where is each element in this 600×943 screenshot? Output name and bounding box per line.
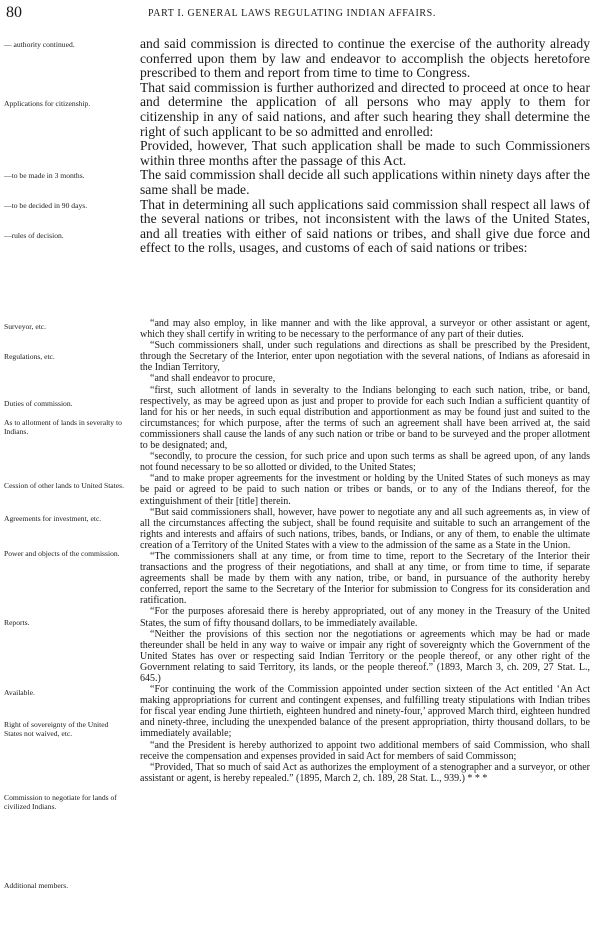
side-note: Surveyor, etc. xyxy=(4,322,47,331)
paragraph: “For continuing the work of the Commission appointed under section sixteen of the Act entitled ‘An Act making appropriations for current and contingent expenses, and fulfilling treaty stipulations with Indian tribes for fiscal year ending June thirtieth, eighteen hundred and ninety-four,’ approved March third, eighteen hundred and ninety-three, including the unexpended balance of the present appropriation, thirty thousand dollars, to be immediately available; xyxy=(140,684,590,740)
paragraph: “and shall endeavor to procure, xyxy=(150,373,276,385)
paragraph: That in determining all such applications said commission shall respect all laws of the several nations or tribes, not inconsistent with the laws of the United States, and all treaties with either of said nations or tribes, and shall give due force and effect to the rolls, usages, and customs of each of said nations or tribes: xyxy=(140,196,590,256)
paragraph: “first, such allotment of lands in severalty to the Indians belonging to each such nation, tribe, or band, respectively, as may be agreed upon as just and proper to provide for each such Indian a sufficient quantity of land for his or her needs, in such equal distribution and apportionment as may be found just and suited to the circumstances; for which purpose, after the terms of such an agreement shall have been arrived at, the said commissioners shall cause the lands of any such nation or tribe or band to be surveyed and the proper allotment to be designated; and, xyxy=(140,384,590,452)
large-type-section xyxy=(140,37,590,256)
paragraph: Provided, however, That such application shall be made to such Commissioners within three months after the passage of this Act. xyxy=(140,138,590,168)
paragraph: “Such commissioners shall, under such regulations and directions as shall be prescribed by the President, through the Secretary of the Interior, enter upon negotiation with the several nations, of Indians as aforesaid in the Indian Territory, xyxy=(140,340,590,374)
side-note: Additional members. xyxy=(4,881,69,890)
side-note: Power and objects of the commission. xyxy=(4,549,120,558)
side-note: Right of sovereignty of the United States not waived, etc. xyxy=(4,720,109,738)
running-head: PART I. GENERAL LAWS REGULATING INDIAN AFFAIRS. xyxy=(148,8,436,19)
paragraph: and said commission is directed to continue the exercise of the authority already conferred upon them by law and endeavor to accomplish the objects heretofore prescribed to them and report from time to time to Congress. xyxy=(140,36,590,81)
paragraph: “Neither the provisions of this section nor the negotiations or agreements which may be had or made thereunder shall be held in any way to waive or impair any right of sovereignty which the Government of the United States has over or respecting said Indian Territory or the people thereof, or any other right of the Government relating to said Territory, its lands, or the people thereof.” (1893, March 3, ch. 209, 27 Stat. L., 645.) xyxy=(140,628,590,684)
page-number: 80 xyxy=(6,4,22,21)
paragraph: “secondly, to procure the cession, for such price and upon such terms as shall be agreed upon, of any lands not found necessary to be so allotted or divided, to the United States; xyxy=(140,451,590,474)
side-note: —to be made in 3 months. xyxy=(4,171,85,180)
paragraph: The said commission shall decide all such applications within ninety days after the same shall be made. xyxy=(140,167,590,197)
side-note: — authority continued. xyxy=(4,40,75,49)
small-type-section xyxy=(140,318,590,784)
side-note: Cession of other lands to United States. xyxy=(4,481,125,490)
side-note: Commission to negotiate for lands of civilized Indians. xyxy=(4,793,117,811)
side-note: Regulations, etc. xyxy=(4,352,55,361)
side-note: Agreements for investment, etc. xyxy=(4,514,102,523)
paragraph: That said commission is further authorized and directed to proceed at once to hear and determine the application of all persons who may apply to them for citizenship in any of said nations, and after such hearing they shall determine the right of such applicant to be so admitted and enrolled: xyxy=(140,79,590,139)
paragraph: “But said commissioners shall, however, have power to negotiate any and all such agreements as, in view of all the circumstances affecting the subject, shall be found requisite and suitable to such an arrangement of the rights and interests and affairs of such nations, tribes, bands, or Indians, or any of them, to enable the ultimate creation of a Territory of the United States with a view to the admission of the same as a State in the Union. xyxy=(140,506,590,551)
paragraph: “Provided, That so much of said Act as authorizes the employment of a stenographer and a surveyor, or other assistant or agent, is hereby repealed.” (1895, March 2, ch. 189, 28 Stat. L., 939.) * * * xyxy=(140,761,590,784)
side-note: Applications for citizenship. xyxy=(4,99,91,108)
paragraph: “and to make proper agreements for the investment or holding by the United States of such moneys as may be paid or agreed to be paid to such nation or tribes or bands, or to any of the Indians thereof, for the extinguishment of their [title] therein. xyxy=(140,473,590,507)
side-note: As to allotment of lands in severalty to Indians. xyxy=(4,418,122,436)
paragraph: “and may also employ, in like manner and with the like approval, a surveyor or other assistant or agent, which they shall certify in writing to be necessary to the performance of any part of their duties. xyxy=(140,318,590,341)
side-note: —to be decided in 90 days. xyxy=(4,201,88,210)
side-note: Reports. xyxy=(4,618,30,627)
paragraph: “and the President is hereby authorized to appoint two additional members of said Commission, who shall receive the compensation and expenses provided in said Act for members of said Commisson; xyxy=(140,739,590,762)
paragraph: “For the purposes aforesaid there is hereby appropriated, out of any money in the Treasury of the United States, the sum of fifty thousand dollars, to be immediately available. xyxy=(140,606,590,629)
paragraph: “The commissioners shall at any time, or from time to time, report to the Secretary of the Interior their transactions and the progress of their negotiations, and shall at any time, or from time to time, if separate agreements shall be made by them with any nation, tribe, or band, in pursuance of the authority hereby conferred, report the same to the Secretary of the Interior for submission to Congress for its consideration and ratification. xyxy=(140,550,590,607)
side-note: —rules of decision. xyxy=(4,231,64,240)
side-note: Available. xyxy=(4,688,35,697)
side-note: Duties of commission. xyxy=(4,399,73,408)
